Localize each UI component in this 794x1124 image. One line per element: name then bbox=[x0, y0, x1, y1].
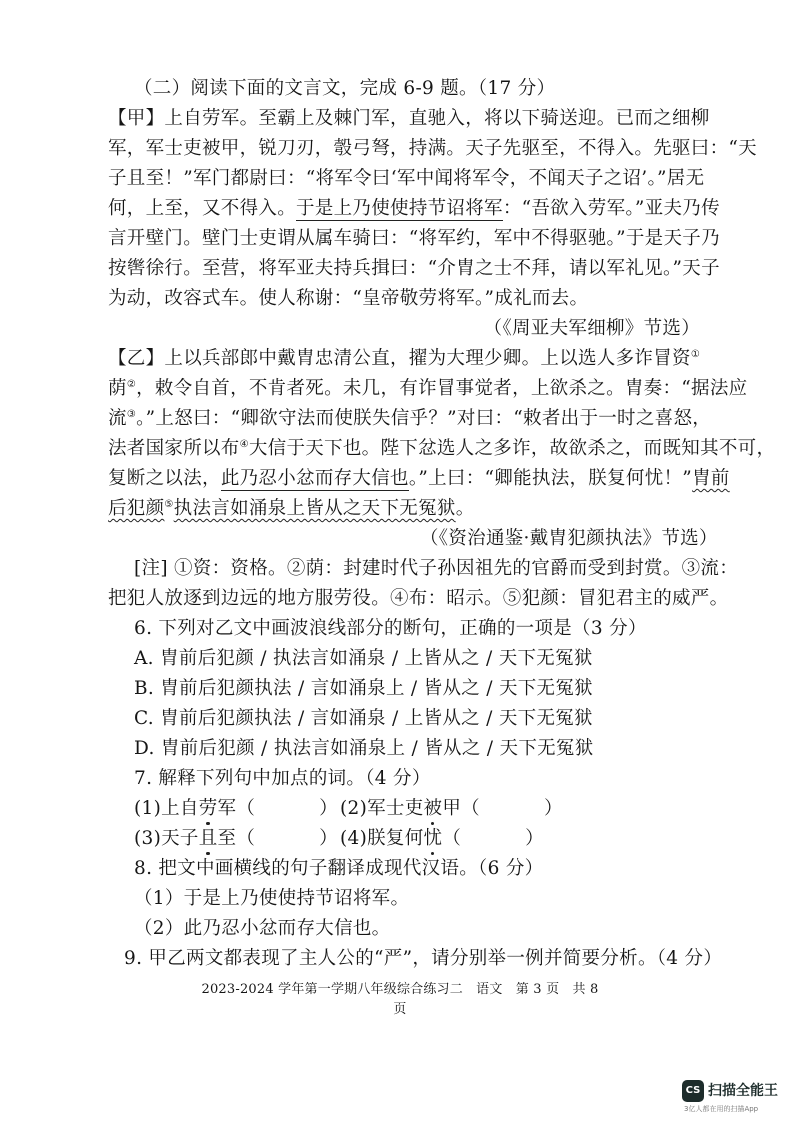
text-segment: 至（ bbox=[217, 828, 256, 849]
question-6-option-d: D. 胄前后犯颜 / 执法言如涌泉上 / 皆从之 / 天下无冤狱 bbox=[134, 738, 594, 759]
camscanner-logo-icon: CS bbox=[682, 1080, 704, 1102]
footnote-marker: ③ bbox=[126, 408, 137, 420]
question-8-item: （1）于是上乃使使持节诏将军。 bbox=[134, 888, 410, 909]
text-segment: 军（ bbox=[217, 798, 256, 819]
text-segment: 。 bbox=[455, 498, 475, 519]
text-segment: ） bbox=[525, 828, 544, 849]
passage-jia-line: 言开壁门。壁门士吏谓从属车骑曰：“将军约，军中不得驱驰。”于是天子乃 bbox=[108, 228, 720, 249]
wavy-underlined-text: 胄前 bbox=[692, 468, 730, 489]
passage-yi-line bbox=[108, 494, 698, 524]
text-segment: 法者国家所以布 bbox=[108, 438, 240, 459]
footnote-marker: ② bbox=[126, 378, 137, 390]
passage-jia-line: 按辔徐行。至营，将军亚夫持兵揖曰：“介胄之士不拜，请以军礼见。”天子 bbox=[108, 258, 720, 279]
question-9-stem: 9. 甲乙两文都表现了主人公的“严”，请分别举一例并简要分析。（4 分） bbox=[124, 948, 723, 969]
passage-jia-line: 子且至！”军门都尉曰：“将军令曰‘军中闻将军令，不闻天子之诏’。”居无 bbox=[108, 168, 705, 189]
wavy-underlined-text: 后犯颜 bbox=[108, 498, 165, 519]
text-segment: 复断之以法， bbox=[108, 468, 221, 489]
text-segment: 流 bbox=[108, 408, 127, 429]
notes-line: [注] ①资：资格。②荫：封建时代子孙因祖先的官爵而受到封赏。③流： bbox=[134, 558, 739, 579]
text-segment: ） bbox=[543, 798, 563, 819]
question-6-option-c: C. 胄前后犯颜执法 / 言如涌泉 / 上皆从之 / 天下无冤狱 bbox=[134, 708, 593, 729]
text-segment: ） bbox=[319, 798, 338, 819]
text-segment: 甲（ bbox=[442, 798, 480, 819]
text-segment: 上自 bbox=[161, 798, 199, 819]
passage-jia-line: 为动，改容式车。使人称谢：“皇帝敬劳将军。”成礼而去。 bbox=[108, 288, 589, 309]
question-7-item bbox=[340, 828, 544, 849]
question-7-row bbox=[134, 824, 724, 854]
dotted-word: 且 bbox=[198, 828, 218, 849]
footnote-marker: ⑤ bbox=[164, 498, 174, 510]
wavy-underlined-text: 执法言如涌泉上皆从之天下无冤狱 bbox=[173, 498, 456, 519]
question-7-item bbox=[134, 824, 340, 854]
text-segment: 朕复何 bbox=[367, 828, 424, 849]
footnote-marker: ① bbox=[690, 348, 701, 360]
passage-jia-source: （《周亚夫军细柳》节选） bbox=[483, 318, 700, 339]
underlined-sentence-2: 此乃忍小忿而存大信也 bbox=[220, 468, 409, 489]
footnote-marker: ④ bbox=[239, 438, 249, 450]
underlined-sentence-1: 于是上乃使使持节诏将军 bbox=[296, 198, 503, 219]
text-segment: 荫 bbox=[108, 378, 127, 399]
passage-yi-line bbox=[108, 344, 701, 374]
passage-jia-line bbox=[108, 194, 720, 224]
page-footer: 2023-2024 学年第一学期八年级综合练习二 语文 第 3 页 共 8 页 bbox=[201, 982, 599, 1017]
scanner-watermark bbox=[682, 1080, 792, 1120]
item-number: (4) bbox=[340, 828, 368, 849]
dotted-word: 被 bbox=[423, 798, 443, 819]
watermark-name: 扫描全能王 bbox=[708, 1083, 778, 1099]
question-6-option-a: A. 胄前后犯颜 / 执法言如涌泉 / 上皆从之 / 天下无冤狱 bbox=[134, 648, 593, 669]
question-7-stem: 7. 解释下列句中加点的词。（4 分） bbox=[134, 768, 431, 789]
watermark-tagline: 3亿人都在用的扫描App bbox=[684, 1105, 759, 1113]
question-6-stem: 6. 下列对乙文中画波浪线部分的断句，正确的一项是（3 分） bbox=[134, 618, 647, 639]
passage-jia-line: 【甲】上自劳军。至霸上及棘门军，直驰入，将以下骑送迎。已而之细柳 bbox=[108, 108, 710, 129]
question-7-item bbox=[340, 798, 563, 819]
text-segment: 。”上曰：“卿能执法，朕复何忧！” bbox=[408, 468, 693, 489]
dotted-word: 忧 bbox=[423, 828, 443, 849]
notes-line: 把犯人放逐到边远的地方服劳役。④布：昭示。⑤犯颜：冒犯君主的威严。 bbox=[108, 588, 729, 609]
question-7-row bbox=[134, 794, 724, 824]
text-segment: ，敕令自首，不肯者死。未几，有诈冒事觉者，上欲杀之。胄奏：“据法应 bbox=[136, 378, 748, 399]
text-segment: 天子 bbox=[161, 828, 199, 849]
text-segment: 大信于天下也。陛下忿选人之多诈，故欲杀之，而既知其不可， bbox=[248, 438, 776, 459]
text-segment: ：“吾欲入劳军。”亚夫乃传 bbox=[502, 198, 720, 219]
passage-yi-source: （《资治通鉴·戴胄犯颜执法》节选） bbox=[420, 528, 718, 549]
text-segment: 。”上怒曰：“卿欲守法而使朕失信乎？”对曰：“敕者出于一时之喜怒， bbox=[136, 408, 712, 429]
item-number: (2) bbox=[340, 798, 368, 819]
passage-yi-line bbox=[108, 374, 748, 404]
passage-jia-line: 军，军士吏被甲，锐刀刃，彀弓弩，持满。天子先驱至，不得入。先驱曰：“天 bbox=[108, 138, 757, 159]
text-segment: 何，上至，又不得入。 bbox=[108, 198, 297, 219]
question-6-option-b: B. 胄前后犯颜执法 / 言如涌泉上 / 皆从之 / 天下无冤狱 bbox=[134, 678, 593, 699]
passage-yi-line bbox=[108, 464, 730, 494]
item-number: (1) bbox=[134, 798, 162, 819]
item-number: (3) bbox=[134, 828, 162, 849]
text-segment: 【乙】上以兵部郎中戴胄忠清公直，擢为大理少卿。上以选人多诈冒资 bbox=[108, 348, 691, 369]
question-7-item bbox=[134, 794, 340, 824]
passage-yi-line bbox=[108, 404, 712, 434]
dotted-word: 劳 bbox=[198, 798, 218, 819]
question-8-stem: 8. 把文中画横线的句子翻译成现代汉语。（6 分） bbox=[134, 858, 544, 879]
text-segment: （ bbox=[442, 828, 462, 849]
passage-yi-line bbox=[108, 434, 776, 464]
text-segment: ） bbox=[319, 828, 338, 849]
question-8-item: （2）此乃忍小忿而存大信也。 bbox=[134, 918, 391, 939]
section-heading: （二）阅读下面的文言文，完成 6-9 题。（17 分） bbox=[134, 78, 556, 99]
text-segment: 军士吏 bbox=[367, 798, 424, 819]
